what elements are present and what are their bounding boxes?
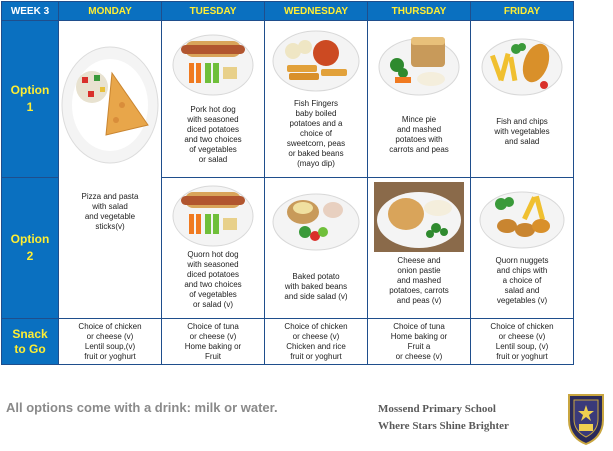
thursday-option2-cell — [368, 178, 471, 319]
quorn-hot-dog-plate-icon — [162, 178, 264, 250]
day-thursday: THURSDAY — [368, 2, 471, 21]
snack-label-line2: to Go — [14, 341, 46, 356]
baked-potato-plate-icon — [265, 178, 367, 258]
snack-row — [2, 319, 574, 365]
week-label: WEEK 3 — [2, 2, 59, 21]
wednesday-option1-cell — [265, 21, 368, 178]
school-motto: Where Stars Shine Brighter — [378, 420, 509, 432]
wednesday-option1-description: Fish Fingers baby boiled potatoes and a choice of sweetcorn, peas or baked beans (mayo dip) — [286, 99, 346, 168]
friday-option1-description: Fish and chips with vegetables and salad — [494, 117, 550, 146]
thursday-snack-cell: Choice of tuna Home baking or Fruit a or cheese (v) — [368, 319, 471, 365]
friday-option2-description: Quorn nuggets and chips with a choice of salad and vegetables (v) — [495, 256, 549, 305]
fish-fingers-plate-icon — [265, 21, 367, 99]
school-crest-icon — [566, 392, 606, 451]
friday-option1-cell — [471, 21, 574, 178]
school-name: Mossend Primary School — [378, 403, 496, 415]
monday-option2-description: Pizza and pasta with salad and vegetable sticks(v) — [81, 192, 139, 231]
mince-pie-plate-icon — [368, 21, 470, 105]
lunch-menu-table — [1, 1, 574, 365]
wednesday-option2-description: Baked potato with baked beans and side salad (v) — [284, 272, 348, 301]
quorn-nuggets-plate-icon — [471, 178, 573, 256]
option1-label-line1: Option — [10, 83, 50, 97]
tuesday-option1-description: Pork hot dog with seasoned diced potatoes and two choices of vegetables or salad — [184, 105, 242, 164]
school-info — [378, 401, 509, 435]
tuesday-option2-description: Quorn hot dog with seasoned diced potatoes and two choices of vegetables or salad (v) — [184, 250, 242, 309]
friday-option2-cell — [471, 178, 574, 319]
friday-snack-cell: Choice of chicken or cheese (v) Lentil soup, (v) fruit or yoghurt — [471, 319, 574, 365]
snack-label — [2, 319, 59, 365]
wednesday-snack-cell: Choice of chicken or cheese (v) Chicken and rice fruit or yoghurt — [265, 319, 368, 365]
option2-label — [2, 178, 59, 319]
pizza-salad-plate-icon — [59, 21, 161, 178]
drink-note: All options come with a drink: milk or water. — [6, 400, 278, 415]
monday-option1-cell — [59, 21, 162, 319]
header-row — [2, 2, 574, 21]
hot-dog-plate-icon — [162, 21, 264, 105]
day-friday: FRIDAY — [471, 2, 574, 21]
cheese-pastie-plate-icon — [368, 178, 470, 256]
monday-snack-cell: Choice of chicken or cheese (v) Lentil soup,(v) fruit or yoghurt — [59, 319, 162, 365]
day-monday: MONDAY — [59, 2, 162, 21]
snack-label-line1: Snack — [12, 326, 48, 341]
day-wednesday: WEDNESDAY — [265, 2, 368, 21]
thursday-option1-cell — [368, 21, 471, 178]
thursday-option1-description: Mince pie and mashed potatoes with carrots and peas — [389, 115, 449, 154]
option1-row — [2, 21, 574, 178]
wednesday-option2-cell — [265, 178, 368, 319]
option2-label-line2: 2 — [26, 249, 34, 263]
day-tuesday: TUESDAY — [162, 2, 265, 21]
tuesday-option2-cell — [162, 178, 265, 319]
fish-and-chips-plate-icon — [471, 21, 573, 105]
thursday-option2-description: Cheese and onion pastie and mashed potatoes, carrots and peas (v) — [389, 256, 449, 305]
option2-label-line1: Option — [10, 232, 50, 246]
option1-label — [2, 21, 59, 178]
option1-label-line2: 1 — [26, 100, 34, 114]
tuesday-snack-cell: Choice of tuna or cheese (v) Home baking or Fruit — [162, 319, 265, 365]
tuesday-option1-cell — [162, 21, 265, 178]
